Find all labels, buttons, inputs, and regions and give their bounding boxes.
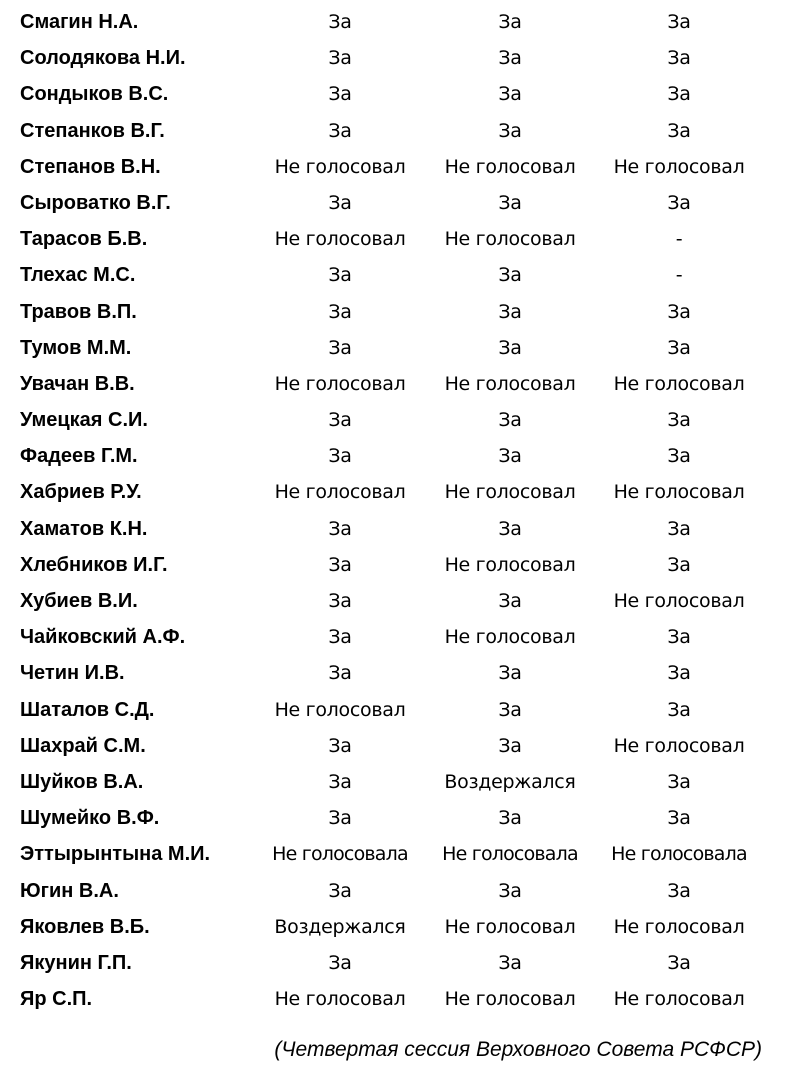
vote-2: За xyxy=(498,445,522,468)
vote-1: Не голосовал xyxy=(274,372,406,395)
vote-3: За xyxy=(667,300,691,323)
vote-1: Не голосовал xyxy=(274,481,406,504)
deputy-name: Тумов М.М. xyxy=(20,336,132,359)
vote-3: Не голосовал xyxy=(613,372,745,395)
deputy-name: Яр С.П. xyxy=(20,988,93,1011)
vote-3: - xyxy=(675,228,683,251)
vote-2: За xyxy=(498,951,522,974)
vote-2: За xyxy=(498,191,522,214)
vote-3: За xyxy=(667,807,691,830)
vote-3: За xyxy=(667,191,691,214)
vote-1: За xyxy=(328,11,352,33)
vote-3: За xyxy=(667,662,691,685)
vote-1: За xyxy=(328,734,352,757)
vote-1: За xyxy=(328,807,352,830)
vote-1: Воздержался xyxy=(274,915,406,938)
deputy-name: Смагин Н.А. xyxy=(20,11,139,33)
vote-2: За xyxy=(498,517,522,540)
deputy-name: Хабриев Р.У. xyxy=(20,481,142,504)
vote-1: За xyxy=(328,300,352,323)
vote-2: Не голосовал xyxy=(444,553,576,576)
vote-1: За xyxy=(328,47,352,70)
vote-3: За xyxy=(667,83,691,106)
deputy-name: Чайковский А.Ф. xyxy=(20,626,186,649)
deputy-name: Тлехас М.С. xyxy=(20,264,136,287)
vote-1: За xyxy=(328,336,352,359)
deputy-name: Яковлев В.Б. xyxy=(20,915,150,938)
vote-1: За xyxy=(328,770,352,793)
vote-2: За xyxy=(498,11,522,33)
deputy-name: Увачан В.В. xyxy=(20,372,135,395)
vote-1: За xyxy=(328,264,352,287)
vote-3: Не голосовал xyxy=(613,915,745,938)
vote-1: За xyxy=(328,590,352,612)
source-caption: (Четвертая сессия Верховного Совета РСФСР) xyxy=(274,1038,762,1061)
deputy-name: Шаталов С.Д. xyxy=(20,698,155,721)
vote-2: За xyxy=(498,336,522,359)
deputy-name: Травов В.П. xyxy=(20,300,137,323)
vote-2: Не голосовал xyxy=(444,228,576,251)
vote-3: За xyxy=(667,951,691,974)
vote-2: Не голосовал xyxy=(444,988,576,1011)
vote-2: Не голосовал xyxy=(444,372,576,395)
deputy-name: Хубиев В.И. xyxy=(20,590,138,612)
vote-2: Не голосовал xyxy=(444,481,576,504)
vote-2: За xyxy=(498,807,522,830)
vote-2: За xyxy=(498,879,522,902)
vote-3: За xyxy=(667,517,691,540)
vote-3: За xyxy=(667,119,691,142)
vote-2: За xyxy=(498,300,522,323)
vote-2: Воздержался xyxy=(444,770,576,793)
vote-1: За xyxy=(328,83,352,106)
vote-3: Не голосовал xyxy=(613,590,745,612)
vote-3: Не голосовал xyxy=(613,155,745,178)
vote-3: За xyxy=(667,445,691,468)
vote-1: За xyxy=(328,662,352,685)
vote-2: За xyxy=(498,698,522,721)
deputy-name: Фадеев Г.М. xyxy=(20,445,138,468)
deputy-name: Шуйков В.А. xyxy=(20,770,144,793)
vote-2: За xyxy=(498,409,522,432)
vote-1: За xyxy=(328,626,352,649)
vote-3: За xyxy=(667,409,691,432)
deputy-name: Солодякова Н.И. xyxy=(20,47,186,70)
deputy-name: Хаматов К.Н. xyxy=(20,517,148,540)
vote-3: Не голосовала xyxy=(611,843,747,866)
vote-2: За xyxy=(498,662,522,685)
vote-3: Не голосовал xyxy=(613,481,745,504)
vote-3: Не голосовал xyxy=(613,988,745,1011)
deputy-name: Степанков В.Г. xyxy=(20,119,165,142)
vote-2: За xyxy=(498,734,522,757)
deputy-name: Хлебников И.Г. xyxy=(20,553,168,576)
deputy-name: Шумейко В.Ф. xyxy=(20,807,160,830)
deputy-name: Эттырынтына М.И. xyxy=(20,843,211,866)
vote-1: За xyxy=(328,517,352,540)
vote-2: Не голосовал xyxy=(444,155,576,178)
vote-1: За xyxy=(328,951,352,974)
vote-3: - xyxy=(675,264,683,287)
vote-1: За xyxy=(328,191,352,214)
vote-1: За xyxy=(328,445,352,468)
vote-2: За xyxy=(498,83,522,106)
deputy-name: Четин И.В. xyxy=(20,662,125,685)
deputy-name: Сыроватко В.Г. xyxy=(20,191,171,214)
deputy-name: Тарасов Б.В. xyxy=(20,228,148,251)
vote-2: Не голосовала xyxy=(442,843,578,866)
vote-1: Не голосовал xyxy=(274,228,406,251)
vote-1: Не голосовала xyxy=(272,843,408,866)
vote-3: За xyxy=(667,698,691,721)
vote-1: За xyxy=(328,553,352,576)
vote-1: За xyxy=(328,879,352,902)
vote-3: За xyxy=(667,553,691,576)
vote-2: За xyxy=(498,590,522,612)
vote-2: За xyxy=(498,119,522,142)
deputy-name: Умецкая С.И. xyxy=(20,409,148,432)
deputy-name: Якунин Г.П. xyxy=(20,951,132,974)
vote-3: Не голосовал xyxy=(613,734,745,757)
deputy-name: Сондыков В.С. xyxy=(20,83,169,106)
vote-2: За xyxy=(498,47,522,70)
vote-1: За xyxy=(328,409,352,432)
vote-3: За xyxy=(667,770,691,793)
vote-1: Не голосовал xyxy=(274,988,406,1011)
vote-3: За xyxy=(667,879,691,902)
vote-3: За xyxy=(667,336,691,359)
deputy-name: Югин В.А. xyxy=(20,879,119,902)
vote-2: Не голосовал xyxy=(444,626,576,649)
vote-1: Не голосовал xyxy=(274,698,406,721)
vote-3: За xyxy=(667,626,691,649)
vote-3: За xyxy=(667,47,691,70)
vote-1: За xyxy=(328,119,352,142)
vote-2: За xyxy=(498,264,522,287)
vote-3: За xyxy=(667,11,691,33)
vote-1: Не голосовал xyxy=(274,155,406,178)
deputy-name: Степанов В.Н. xyxy=(20,155,161,178)
deputy-name: Шахрай С.М. xyxy=(20,734,146,757)
vote-2: Не голосовал xyxy=(444,915,576,938)
